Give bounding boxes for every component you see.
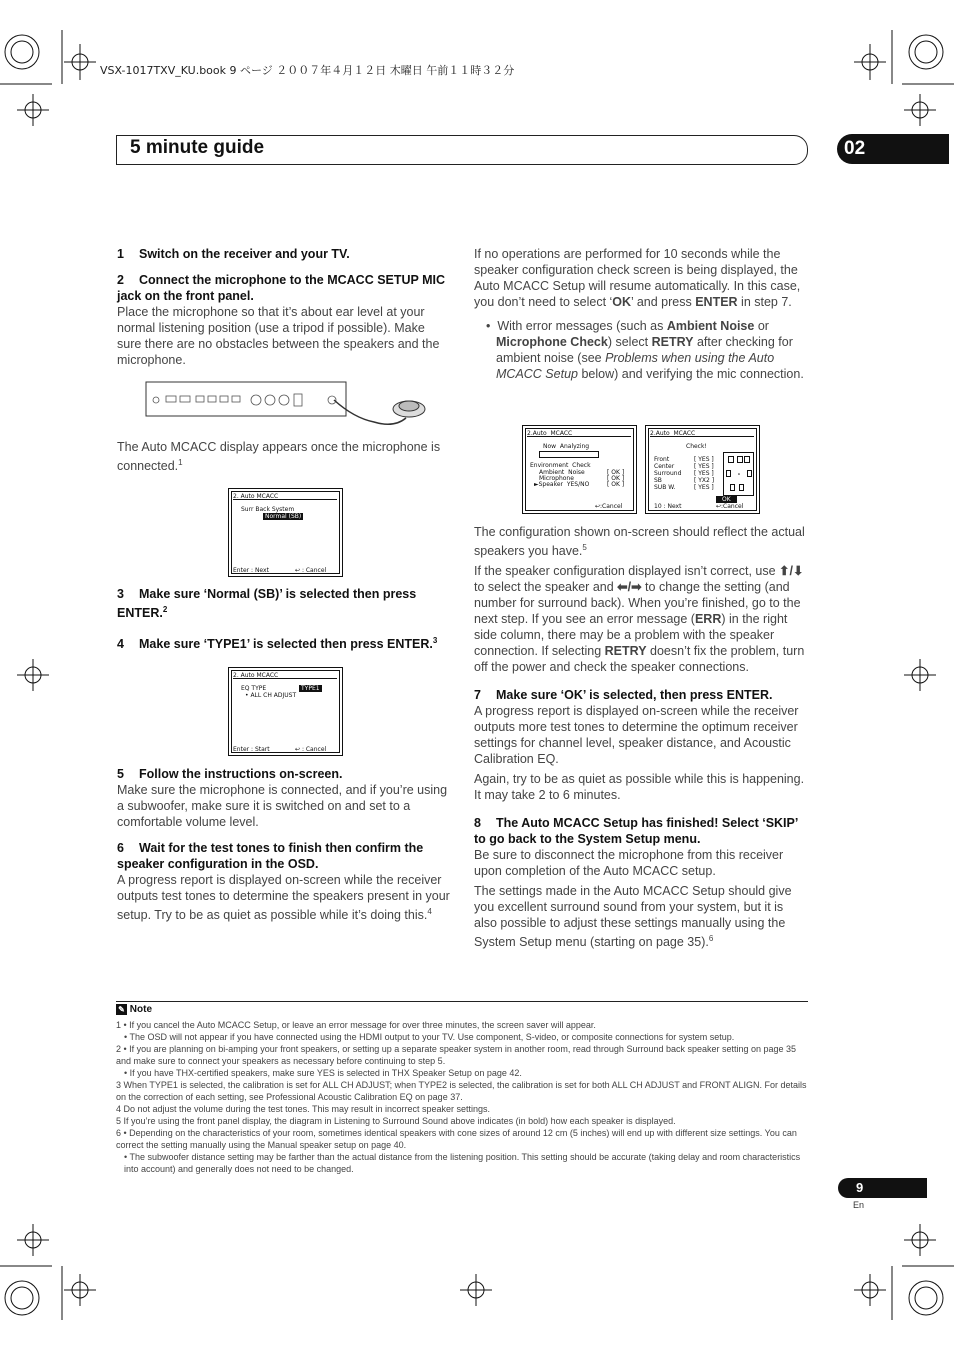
page-number: 9	[838, 1178, 927, 1198]
left-column-steps-5-6: 5 Follow the instructions on-screen. Make sure the microphone is connected, and if you’re using a subwoofer, make sure it is switched on and set to a comfortable volume level. 6 Wait for the test tones to finish then confirm the speaker configuration in the OSD. A progress report is displayed on-screen while the receiver outputs test tones to determine the speakers present in your setup. Try to be as quiet as possible while it’s doing this.$^4$	[117, 767, 450, 923]
left-column-steps-3-4	[117, 586, 450, 652]
note-line: • The OSD will not appear if you have connected using the HDMI output to your TV. Use component, S-video, or composite connections for system setup.	[124, 1032, 735, 1043]
step-2-body: Place the microphone so that it’s about ear level at your normal listening position (use a tripod if possible). Make sure there are no obstacles between the speakers and the microphone.	[117, 305, 440, 367]
osd-eq-type-screen: 2. Auto MCACC EQ TYPE TYPE1 • ALL CH ADJUST Enter : Start ↩ : Cancel	[228, 667, 343, 756]
step-2: 2 Connect the microphone to the MCACC SETUP MIC jack on the front panel.	[117, 273, 446, 303]
page-title: 5 minute guide	[130, 137, 265, 158]
note-line: 4 Do not adjust the volume during the test tones. This may result in incorrect speaker settings.	[116, 1104, 491, 1115]
step-6: 6 Wait for the test tones to finish then confirm the speaker configuration in the OSD.	[117, 841, 424, 871]
step-4: 4 Make sure ‘TYPE1’ is selected then press ENTER.$^3$	[117, 636, 438, 652]
note-line: • The subwoofer distance setting may be farther than the actual distance from the listening position. This setting should be accurate (taking delay and room characteristics into account) and generally does not need to be changed.	[124, 1152, 801, 1175]
receiver-mic-illustration	[144, 378, 444, 438]
note-line: 2 • If you are planning on bi-amping your front speakers, or setting up a separate speaker system in another room, read through Surround back speaker setting on page 35 and make sure to connect your speakers as necessary before continuing to step 5.	[116, 1044, 797, 1067]
print-header: VSX-1017TXV_KU.book 9 ページ ２００７年４月１２日 木曜日 午前１１時３２分	[100, 64, 515, 77]
osd-check-screen: 2.Auto MCACC Check! Front Center Surround SB SUB W. [ YES ] [ YES ] [ YES ] [ YX2 ] [ YES ] ∘ OK 10 : Next ↩:Cancel	[645, 425, 760, 514]
mcacc-appears-text: The Auto MCACC display appears once the microphone is connected.$^1$	[117, 440, 441, 474]
note-icon: ✎	[116, 1004, 127, 1015]
step-1: 1 Switch on the receiver and your TV.	[117, 247, 350, 261]
step-7: 7 Make sure ‘OK’ is selected, then press ENTER.	[474, 688, 773, 703]
error-bullet: • With error messages (such as Ambient Noise or Microphone Check) select RETRY after checking for ambient noise (see Problems when using the Auto MCACC Setup below) and verifying the mic connection.	[486, 319, 804, 381]
note-line: 5 If you’re using the front panel display, the diagram in Listening to Surround Sound above indicates (in bold) how each speaker is displayed.	[116, 1116, 676, 1127]
note-line: 6 • Depending on the characteristics of your room, sometimes identical speakers with cone sizes of around 12 cm (5 inches) will end up with different size settings. You can correct the setting manually using the Manual speaker setup on page 40.	[116, 1128, 797, 1151]
footnotes: ✎ Note 1 • If you cancel the Auto MCACC Setup, or leave an error message for over three minutes, the screen saver will appear. • The OSD will not appear if you have connected using the HDMI output to your TV. Use component, S-video, or composite connections for system setup. 2 • If you are planning on bi-amping your front speakers, or setting up a separate speaker system in another room, read through Surround back speaker setting on page 35 and make sure to connect your speakers as necessary before continuing to step 5. • If you have THX-certified speakers, make sure YES is selected in THX Speaker Setup on page 42. 3 When TYPE1 is selected, the calibration is set for ALL CH ADJUST; when TYPE2 is selected, the calibration is set for both ALL CH ADJUST and FRONT ALIGN. For details on the correction of each setting, see Professional Acoustic Calibration EQ on page 37. 4 Do not adjust the volume during the test tones. This may result in incorrect speaker settings. 5 If you’re using the front panel display, the diagram in Listening to Surround Sound above indicates (in bold) how each speaker is displayed. 6 • Depending on the characteristics of your room, sometimes identical speakers with cone sizes of around 12 cm (5 inches) will end up with different size settings. You can correct the setting manually using the Manual speaker setup on page 40. • The subwoofer distance setting may be farther than the actual distance from the listening position. This setting should be accurate (taking delay and room characteristics into account) and generally does not need to be changed.	[116, 1001, 808, 1175]
osd-surr-back-screen: 2. Auto MCACC Surr Back System Normal (SB) Enter : Next ↩ : Cancel	[228, 488, 343, 577]
right-column-bottom: The configuration shown on-screen should reflect the actual speakers you have.$^5$ If the speaker configuration displayed isn’t correct, use ⬆/⬇ to select the speaker and ⬅/➡ to change the setting (and number for surround back). When you’re finished, go to the next step. If you see an error message (ERR) in the right side column, there may be a problem with the speaker connection. If selecting RETRY doesn’t fix the problem, turn off the power and check the speaker connections. 7 Make sure ‘OK’ is selected, then press ENTER. A progress report is displayed on-screen while the receiver outputs more test tones to determine the optimum receiver settings for channel level, speaker distance, and Acoustic Calibration EQ. Again, try to be as quiet as possible while this is happening. It may take 2 to 6 minutes. 8 The Auto MCACC Setup has finished! Select ‘SKIP’ to go back to the System Setup menu. Be sure to disconnect the microphone from this receiver upon completion of the Auto MCACC setup. The settings made in the Auto MCACC Setup should give you excellent surround sound from your system, but it is also possible to adjust these settings manually using the System Setup menu (starting on page 35).$^6$	[474, 524, 808, 954]
note-line: 1 • If you cancel the Auto MCACC Setup, or leave an error message for over three minutes, the screen saver will appear.	[116, 1020, 596, 1031]
language-label: En	[853, 1200, 865, 1210]
step-3: 3 Make sure ‘Normal (SB)’ is selected then press ENTER.$^2$	[117, 587, 417, 621]
right-column-top: If no operations are performed for 10 seconds while the speaker configuration check screen is being displayed, the Auto MCACC Setup will resume automatically. In this case, you don’t need to select ‘OK’ and press ENTER in step 7. • With error messages (such as Ambient Noise or Microphone Check) select RETRY after checking for ambient noise (see Problems when using the Auto MCACC Setup below) and verifying the mic connection.	[474, 246, 808, 386]
left-column	[117, 246, 450, 372]
step-8: 8 The Auto MCACC Setup has finished! Select ‘SKIP’ to go back to the System Setup menu.	[474, 816, 798, 847]
step-5: 5 Follow the instructions on-screen.	[117, 767, 343, 781]
osd-now-analyzing-screen: 2.Auto MCACC Now Analyzing Environment Check Ambient Noise Microphone ►Speaker YES/NO [ OK ] [ OK ] [ OK ] ↩:Cancel	[522, 425, 637, 514]
chapter-tab: 02	[837, 134, 949, 164]
note-line: • If you have THX-certified speakers, make sure YES is selected in THX Speaker Setup on page 42.	[124, 1068, 522, 1079]
note-line: 3 When TYPE1 is selected, the calibration is set for ALL CH ADJUST; when TYPE2 is selected, the calibration is set for both ALL CH ADJUST and FRONT ALIGN. For details on the correction of each setting, see Professional Acoustic Calibration EQ on page 37.	[116, 1080, 807, 1103]
